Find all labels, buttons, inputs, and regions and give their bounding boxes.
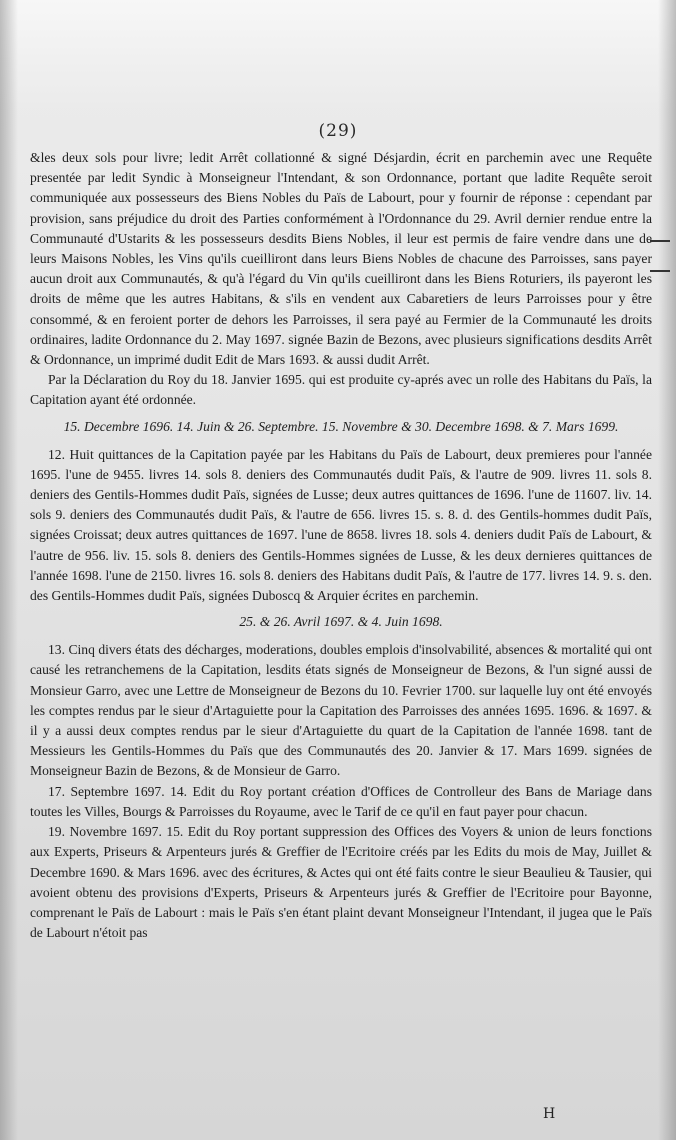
date-heading: 25. & 26. Avril 1697. & 4. Juin 1698. — [239, 614, 443, 630]
paragraph-continuation: &les deux sols pour livre; ledit Arrêt collationné & signé Désjardin, écrit en parchemin avec une Requête presentée par ledit Syndic à Monseigneur l'Intendant, & son Ordonnance, portant que ladite Requête seroit communiquée aux possesseurs des Biens Nobles du Païs de Labourt, pour y fournir de réponse : cependant par provision, sans préjudice du droit des Parties conformément à l'Ordonnance du 29. Avril dernier rendue entre la Communauté d'Ustarits & les possesseurs desdits Biens Nobles, il leur est permis de faire vendre dans une de leurs Maisons Nobles, les Vins qu'ils cueilliront dans leurs Biens Nobles de chacune des Parroisses, sans payer aucun droit aux Communautés, & qu'à l'égard du Vin qu'ils cueilliront dans les Biens Roturiers, ils payeront les droits de même que les autres Habitans, & s'ils en vendent aux Cabaretiers de leurs Parroisses pour y être consommé, & en feroient porter de dehors les Parroisses, il sera payé au Fermier de la Communauté les droits ordinaires, ladite Ordonnance du 2. May 1697. signée Bazin de Bezons, avec plusieurs significations desdits Arrêt & Ordonnance, un imprimé dudit Edit de Mars 1693. & aussi dudit Arrêt. — [30, 150, 652, 368]
paragraph-item-13: 13. Cinq divers états des décharges, moderations, doubles emplois d'insolvabilité, absences & mortalité qui ont causé les retranchemens de la Capitation, lesdits états signés de Monseigneur de Bezons, & l'un signé aussi de Monsieur Garro, avec une Lettre de Monseigneur de Bezons du 10. Fevrier 1700. sur laquelle luy ont été envoyés les comptes rendus par le sieur d'Artaguiette pour la Capitation des Parroisses des années 1695. 1696. & 1697. & il y a aussi deux comptes rendus par le sieur d'Artaguiette du quart de la Capitation de l'année 1698. tant de Messieurs les Gentils-Hommes du Païs que des Communautés des 20. Janvier & 17. Mars 1699. signées de Monseigneur Bazin de Bezons, & de Monsieur de Garro. — [30, 642, 652, 779]
left-page-edge — [0, 0, 18, 1140]
paragraph-item-15: 19. Novembre 1697. 15. Edit du Roy portant suppression des Offices des Voyers & union de leurs fonctions aux Experts, Priseurs & Arpenteurs jurés & Greffier de l'Ecritoire créés par les Edits du mois de May, Juillet & Decembre 1690. & Mars 1696. avec des écritures, & Actes qui ont été faits contre le sieur Beaulieu & Tausier, qui avoient obtenu des provisions d'Experts, Priseurs & Arpenteurs jurés & Greffier de l'Ecritoire pour Bayonne, comprenant le Païs de Labourt : mais le Païs s'en étant plaint devant Monseigneur l'Intendant, il jugea que le Païs de Labourt n'étoit pas — [30, 824, 652, 941]
date-heading: 15. Decembre 1696. 14. Juin & 26. Septembre. 15. Novembre & 30. Decembre 1698. & 7. Mars 1699. — [63, 418, 619, 434]
right-page-edge — [658, 0, 676, 1140]
paragraph-item-12: 12. Huit quittances de la Capitation payée par les Habitans du Païs de Labourt, deux premieres pour l'année 1695. l'une de 9455. livres 14. sols 8. deniers des Communautés dudit Païs, & l'autre de 909. livres 11. sols 8. deniers des Gentils-Hommes dudit Païs, signées de Lusse; deux autres quittances de 1696. l'une de 11607. liv. 14. sols 9. deniers des Communautés dudit Païs, & l'autre de 656. livres 15. s. 8. d. des Gentils-hommes dudit Païs, signées Croissat; deux autres quittances de 1697. l'une de 8658. livres 18. sols 4. deniers dudit Païs de Labourt, & l'autre de 956. liv. 15. sols 8. deniers des Gentils-Hommes signées de Lusse, & les deux dernieres quittances de l'année 1698. l'une de 2150. livres 16. sols 8. deniers des Habitans dudit Païs, & l'autre de 177. livres 14. 9. s. den. des Gentils-Hommes dudit Païs, signées Duboscq & Arquier écrites en parchemin. — [30, 446, 652, 604]
signature-mark: H — [543, 1106, 556, 1122]
page-number: (29) — [318, 121, 358, 141]
paragraph-item-14: 17. Septembre 1697. 14. Edit du Roy portant création d'Offices de Controlleur des Bans de Mariage dans toutes les Villes, Bourgs & Parroisses du Royaume, avec le Tarif de ce qu'il en faut payer pour chacun. — [30, 783, 652, 819]
margin-mark — [650, 270, 670, 272]
page-top-shading — [0, 0, 676, 110]
margin-mark — [650, 240, 670, 242]
document-body — [30, 148, 652, 943]
paragraph-declaration: Par la Déclaration du Roy du 18. Janvier 1695. qui est produite cy-aprés avec un rolle des Habitans du Païs, la Capitation ayant été ordonnée. — [30, 372, 652, 408]
